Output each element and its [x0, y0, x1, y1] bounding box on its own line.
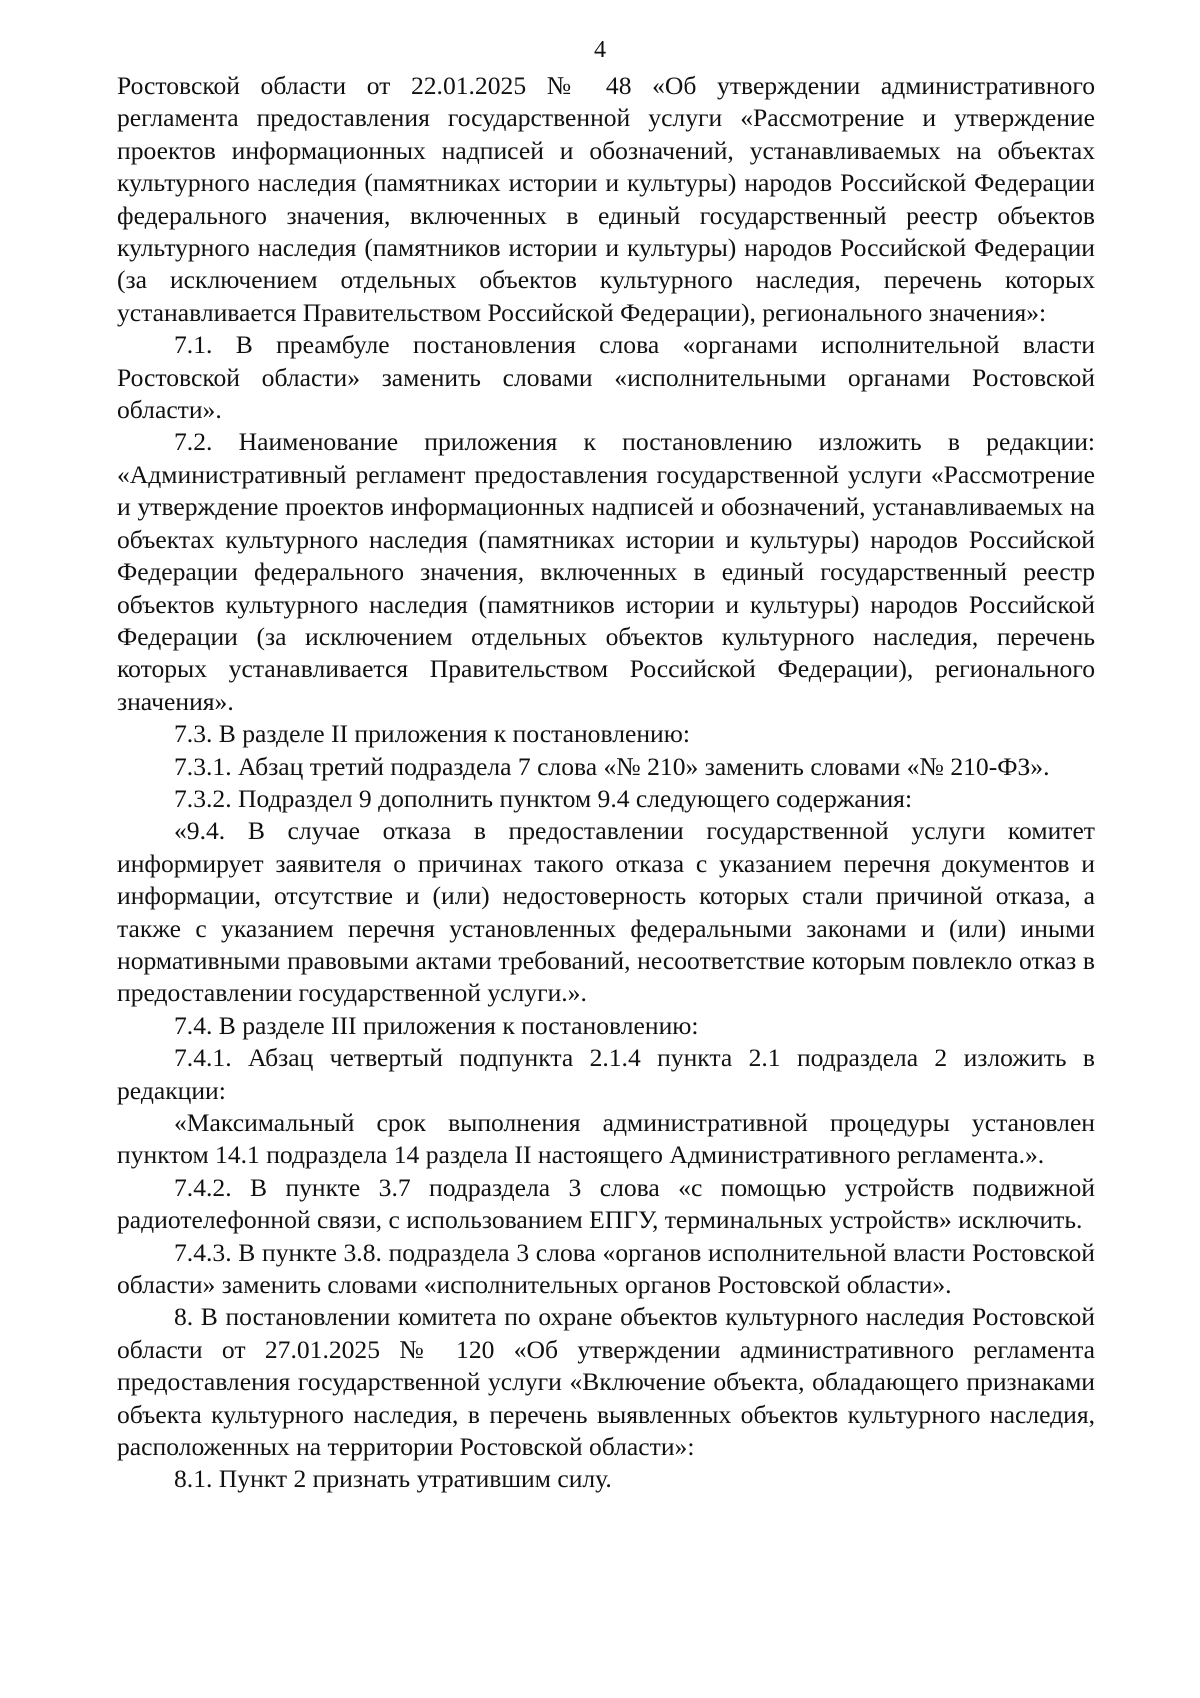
paragraph-7-4: 7.4. В разделе III приложения к постановлению: — [174, 1010, 699, 1040]
paragraph-7-4-1: 7.4.1. Абзац четвертый подпункта 2.1.4 пункта 2.1 подраздела 2 изложить в редакции: — [117, 1043, 1095, 1105]
paragraph-continuation-resolution-48: Ростовской области от 22.01.2025 № 48 «Об утверждении административного регламента предоставления государственной услуги «Рассмотрение и утверждение проектов информационных надписей и обозначений, устанавливаемых на объектах культурного наследия (памятниках истории и культуры) народов Российской Федерации федерального значения, включенных в единый государственный реестр объектов культурного наследия (памятников истории и культуры) народов Российской Федерации (за исключением отдельных объектов культурного наследия, перечень которых устанавливается Правительством Российской Федерации), регионального значения»: — [117, 71, 1095, 327]
paragraph-7-3-1: 7.3.1. Абзац третий подраздела 7 слова «№ 210» заменить словами «№ 210-ФЗ». — [174, 751, 1050, 781]
paragraph-8-1: 8.1. Пункт 2 признать утратившим силу. — [174, 1464, 612, 1494]
paragraph-7-4-3: 7.4.3. В пункте 3.8. подраздела 3 слова «органов исполнительной власти Ростовской области» заменить словами «исполнительных органов Ростовской области». — [117, 1237, 1095, 1300]
paragraph-7-2: 7.2. Наименование приложения к постановлению изложить в редакции: «Административный регламент предоставления государственной услуги «Рассмотрение и утверждение проектов информационных надписей и обозначений, устанавливаемых на объектах культурного наследия (памятниках истории и культуры) народов Российской Федерации федерального значения, включенных в единый государственный реестр объектов культурного наследия (памятников истории и культуры) народов Российской Федерации (за исключением отдельных объектов культурного наследия, перечень которых устанавливается Правительством Российской Федерации), регионального значения». — [117, 427, 1095, 716]
paragraph-quote-9-4: «9.4. В случае отказа в предоставлении государственной услуги комитет информирует заявителя о причинах такого отказа с указанием перечня документов и информации, отсутствие и (или) недостоверность которых стали причиной отказа, а также с указанием перечня установленных федеральными законами и (или) иными нормативными правовыми актами требований, несоответствие которым повлекло отказ в предоставлении государственной услуги.». — [117, 816, 1095, 1008]
document-body — [117, 70, 1095, 1496]
paragraph-7-4-2: 7.4.2. В пункте 3.7 подраздела 3 слова «с помощью устройств подвижной радиотелефонной связи, с использованием ЕПГУ, терминальных устройств» исключить. — [117, 1172, 1095, 1235]
paragraph-8: 8. В постановлении комитета по охране объектов культурного наследия Ростовской области от 27.01.2025 № 120 «Об утверждении административного регламента предоставления государственной услуги «Включение объекта, обладающего признаками объекта культурного наследия, в перечень выявленных объектов культурного наследия, расположенных на территории Ростовской области»: — [117, 1302, 1095, 1462]
paragraph-7-1: 7.1. В преамбуле постановления слова «органами исполнительной власти Ростовской области» заменить словами «исполнительными органами Ростовской области». — [117, 330, 1095, 425]
page-number: 4 — [594, 37, 606, 63]
paragraph-quote-max-term: «Максимальный срок выполнения административной процедуры установлен пунктом 14.1 подраздела 14 раздела II настоящего Административного регламента.». — [117, 1108, 1095, 1170]
paragraph-7-3-2: 7.3.2. Подраздел 9 дополнить пунктом 9.4 следующего содержания: — [174, 783, 913, 813]
paragraph-7-3: 7.3. В разделе II приложения к постановлению: — [174, 719, 690, 749]
